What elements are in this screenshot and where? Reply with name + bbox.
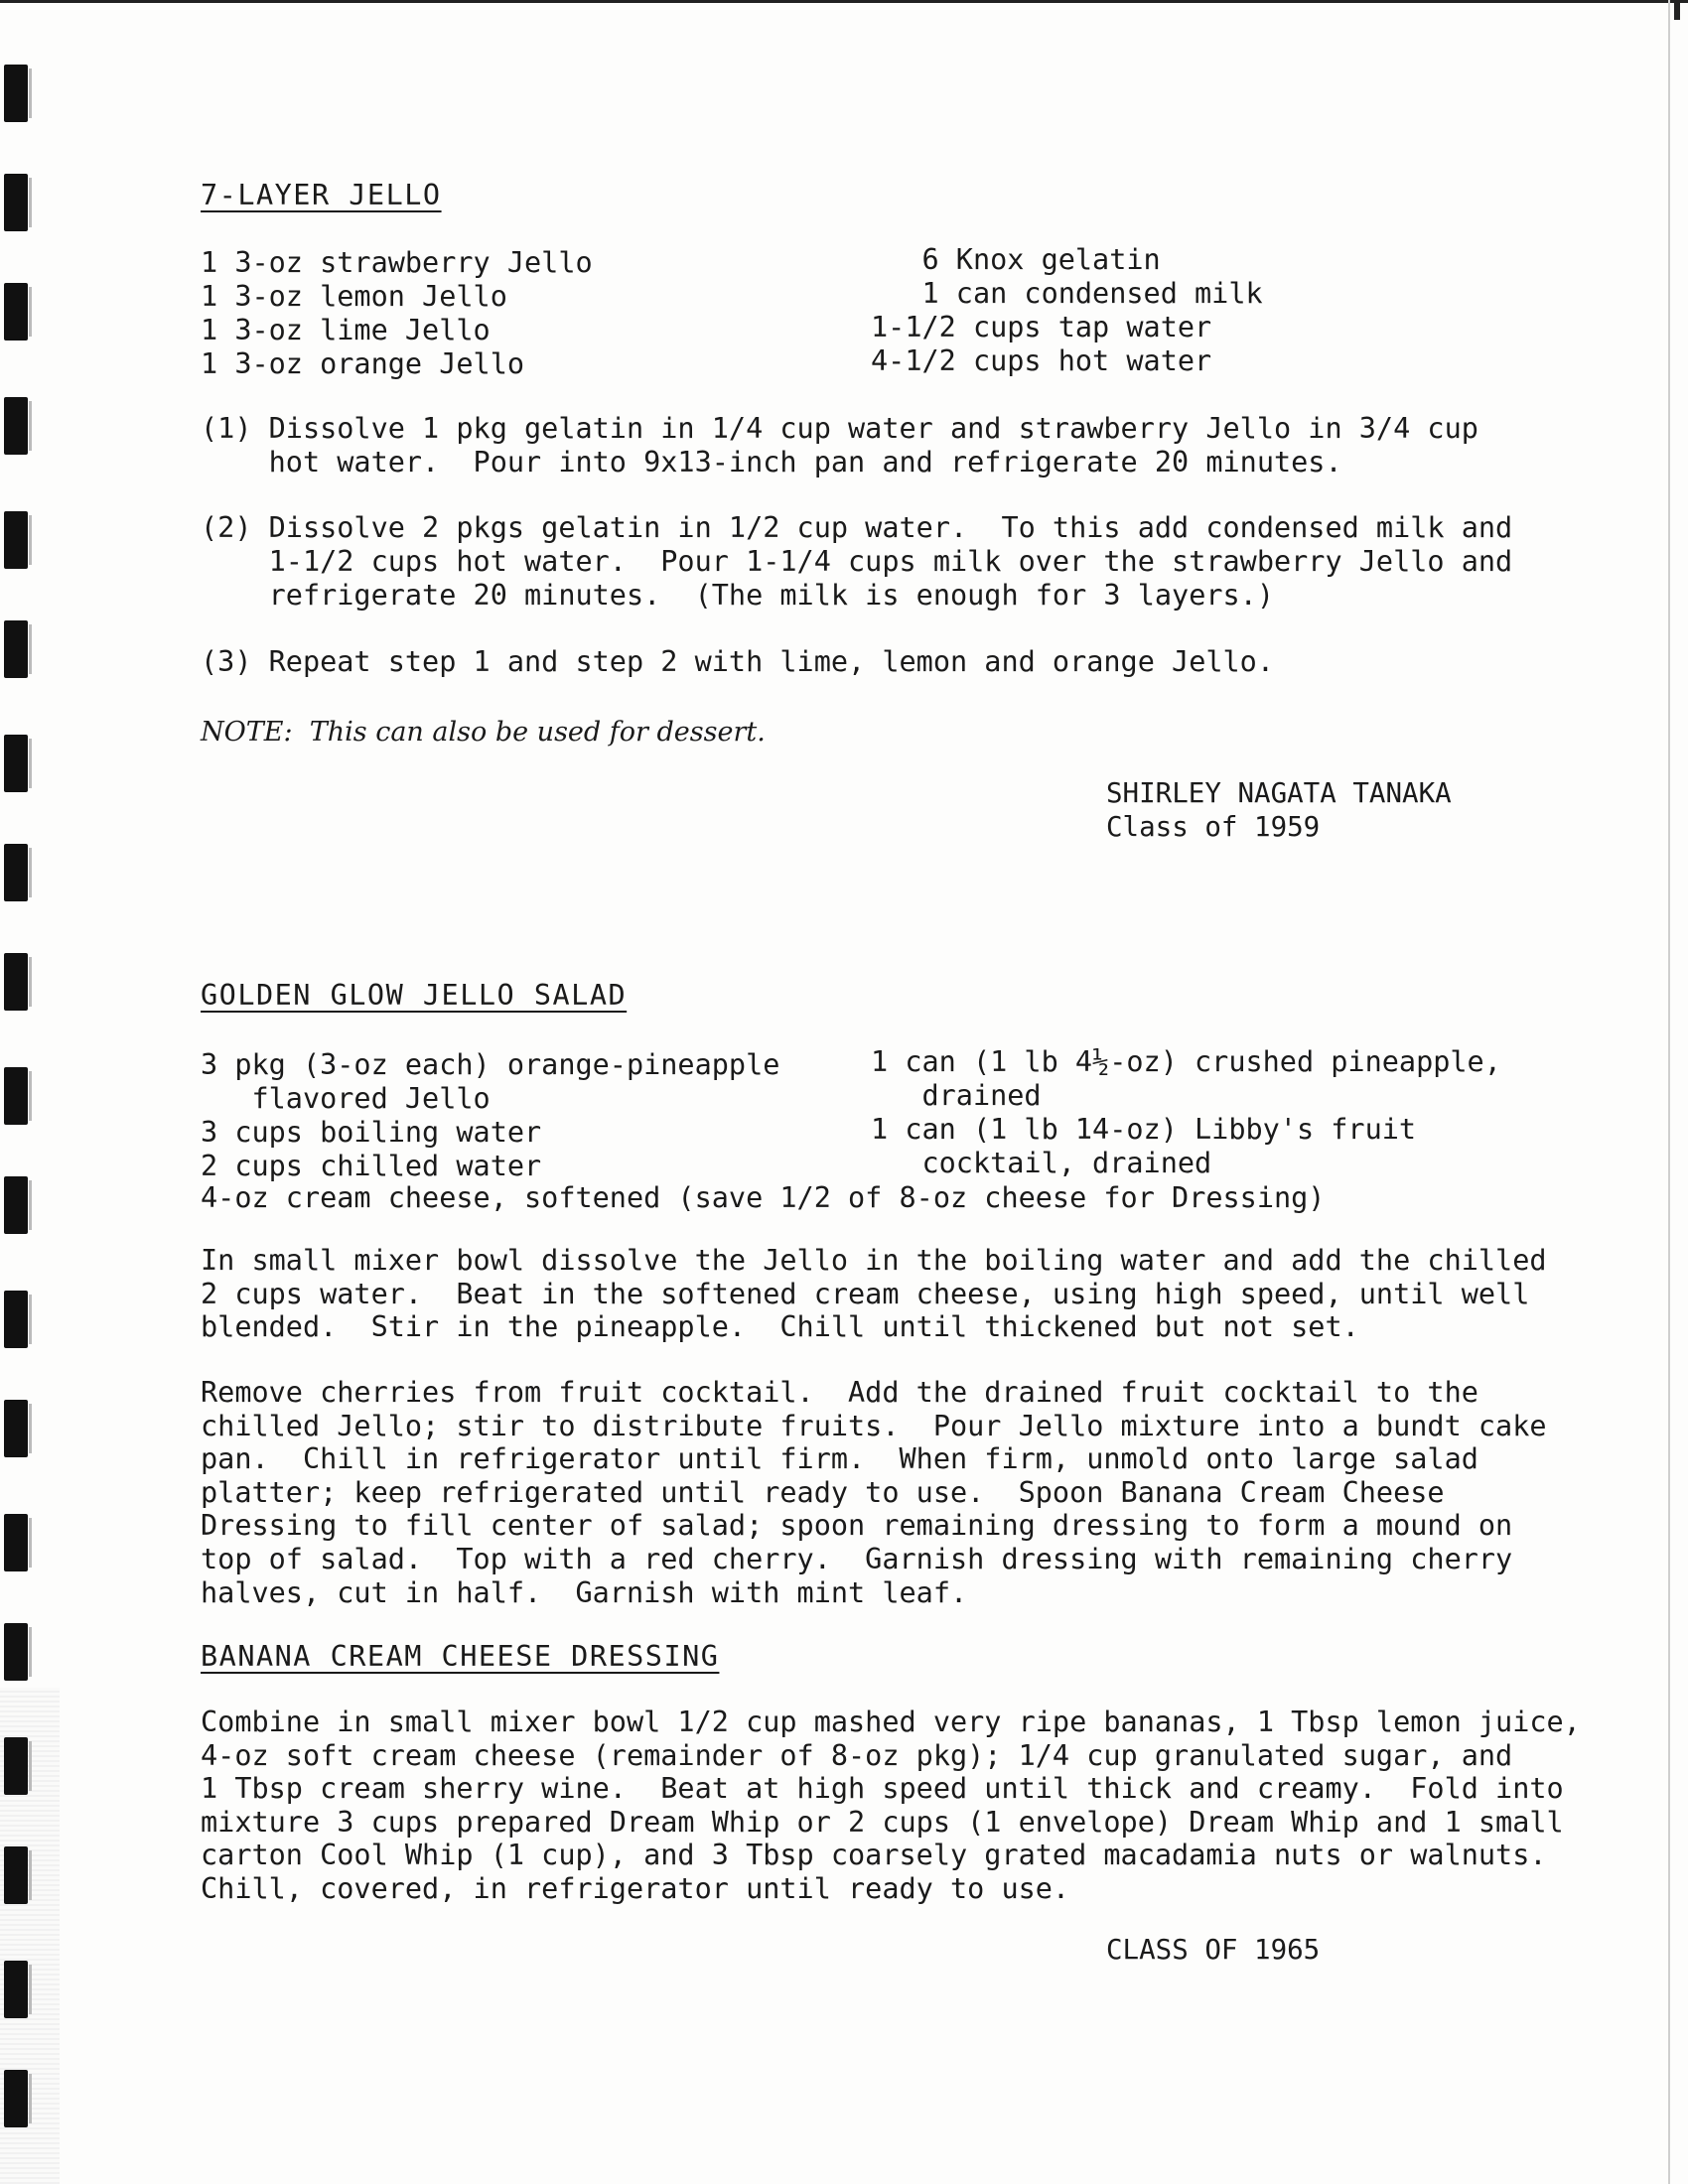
binding-hole [4, 1067, 28, 1125]
binding-hole [4, 511, 28, 569]
binding-hole [4, 735, 28, 792]
recipe-title: BANANA CREAM CHEESE DRESSING [201, 1640, 720, 1673]
right-page-edge [1668, 0, 1670, 2184]
binding-hole [4, 174, 28, 231]
binding-hole [4, 953, 28, 1011]
ingredient: 1 3-oz lime Jello [201, 314, 491, 346]
step-3: (3) Repeat step 1 and step 2 with lime, lemon and orange Jello. [201, 645, 1274, 678]
ingredient: 2 cups chilled water [201, 1150, 542, 1182]
binding-hole [4, 620, 28, 678]
credit-class: CLASS OF 1965 [1106, 1934, 1321, 1966]
binding-hole [4, 1846, 28, 1904]
ingredient: 1-1/2 cups tap water [871, 311, 1212, 343]
credit-name: SHIRLEY NAGATA TANAKA [1106, 777, 1452, 809]
instructions-paragraph: Remove cherries from fruit cocktail. Add the drained fruit cocktail to the chilled Jello; stir to distribute fruits. Pour Jello mixture into a bundt cake pan. Chill in refrigerator until firm. When firm, unmold onto large salad platter; keep refrigerated until ready to use. Spoon Banana Cream Cheese Dressing to fill center of salad; spoon remaining dressing to form a mound on top of salad. Top with a red cherry. Garnish dressing with remaining cherry halves, cut in half. Garnish with mint leaf. [201, 1376, 1547, 1609]
binding-hole [4, 397, 28, 455]
ingredient: 1 3-oz lemon Jello [201, 280, 507, 313]
ingredient: 4-1/2 cups hot water [871, 344, 1212, 377]
binding-hole [4, 1400, 28, 1457]
binding-hole [4, 1514, 28, 1571]
ingredient: flavored Jello [201, 1082, 491, 1115]
top-edge-rule [0, 0, 1688, 3]
binding-hole [4, 1623, 28, 1681]
binding-hole [4, 844, 28, 901]
ingredient: 1 3-oz orange Jello [201, 347, 525, 380]
instructions-paragraph: In small mixer bowl dissolve the Jello in the boiling water and add the chilled 2 cups water. Beat in the softened cream cheese, using high speed, until well blended. Stir in the pineapple. Chill until thickened but not set. [201, 1244, 1547, 1344]
credit-class: Class of 1959 [1106, 811, 1321, 843]
binding-hole [4, 1737, 28, 1795]
binding-hole [4, 65, 28, 122]
step-1: (1) Dissolve 1 pkg gelatin in 1/4 cup water and strawberry Jello in 3/4 cup hot water. Pour into 9x13-inch pan and refrigerate 20 minutes. [201, 412, 1478, 478]
binding-hole [4, 1291, 28, 1348]
ingredient: 3 pkg (3-oz each) orange-pineapple [201, 1048, 780, 1081]
ingredient: 1 can (1 lb 14-oz) Libby's fruit [871, 1113, 1417, 1146]
ingredient: 1 can (1 lb 4½-oz) crushed pineapple, [871, 1045, 1501, 1078]
binding-hole [4, 1961, 28, 2018]
step-2: (2) Dissolve 2 pkgs gelatin in 1/2 cup water. To this add condensed milk and 1-1/2 cups hot water. Pour 1-1/4 cups milk over the strawberry Jello and refrigerate 20 minutes. (The milk is enough for 3 layers.) [201, 511, 1513, 612]
binding-hole [4, 283, 28, 341]
binding-hole [4, 2070, 28, 2127]
ingredient: 3 cups boiling water [201, 1116, 542, 1149]
recipe-note: NOTE: This can also be used for dessert. [201, 717, 766, 748]
recipe-title: 7-LAYER JELLO [201, 179, 442, 211]
instructions-paragraph: Combine in small mixer bowl 1/2 cup mashed very ripe bananas, 1 Tbsp lemon juice, 4-oz soft cream cheese (remainder of 8-oz pkg); 1/4 cup granulated sugar, and 1 Tbsp cream sherry wine. Beat at high speed until thick and creamy. Fold into mixture 3 cups prepared Dream Whip or 2 cups (1 envelope) Dream Whip and 1 small carton Cool Whip (1 cup), and 3 Tbsp coarsely grated macadamia nuts or walnuts. Chill, covered, in refrigerator until ready to use. [201, 1706, 1581, 1905]
ingredient: 1 can condensed milk [871, 277, 1263, 310]
corner-mark [1674, 0, 1680, 20]
ingredient: drained [871, 1079, 1042, 1112]
ingredient: cocktail, drained [871, 1147, 1212, 1179]
recipe-title: GOLDEN GLOW JELLO SALAD [201, 979, 628, 1012]
ingredient: 1 3-oz strawberry Jello [201, 246, 593, 279]
binding-hole [4, 1176, 28, 1234]
ingredient: 6 Knox gelatin [871, 243, 1161, 276]
ingredient: 4-oz cream cheese, softened (save 1/2 of 8-oz cheese for Dressing) [201, 1181, 1326, 1214]
spiral-binding [0, 0, 40, 2184]
